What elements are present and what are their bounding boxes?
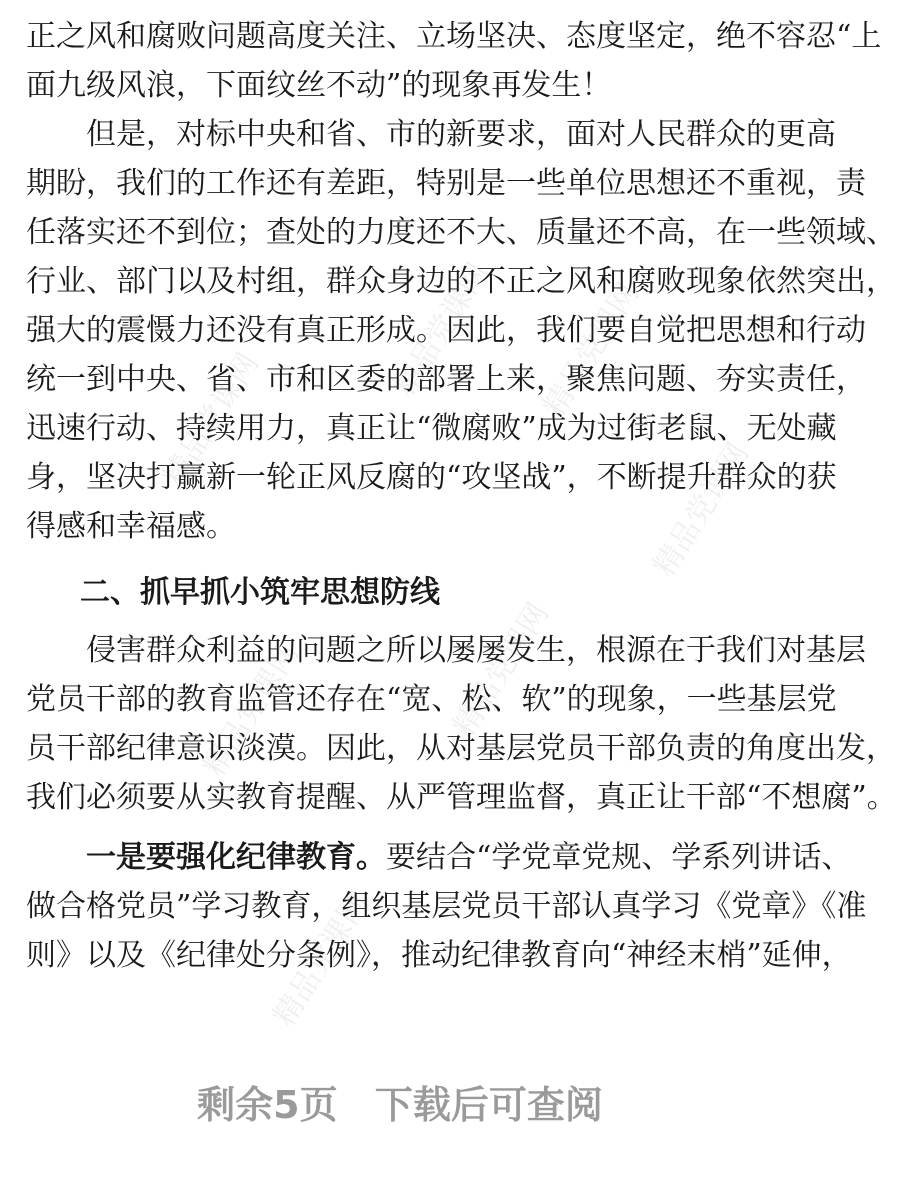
section-heading: 二、抓早抓小筑牢思想防线 — [80, 575, 440, 610]
watermark: 精品党课网 — [266, 887, 376, 1033]
paragraph-line: 我们必须要从实教育提醒、从严管理监督，真正让干部“不想腐”。 — [26, 780, 897, 815]
paragraph-line: 强大的震慑力还没有真正形成。因此，我们要自觉把思想和行动 — [26, 313, 866, 348]
paragraph-text: 要结合“学党章党规、学系列讲话、 — [386, 840, 852, 875]
paragraph-line: 期盼，我们的工作还有差距，特别是一些单位思想还不重视，责 — [26, 166, 866, 201]
watermark: 精品党课网 — [196, 637, 306, 783]
paragraph-line: 做合格党员”学习教育，组织基层党员干部认真学习《党章》《准 — [26, 889, 867, 924]
paragraph-line: 但是，对标中央和省、市的新要求，面对人民群众的更高 — [86, 117, 836, 152]
watermark: 精品党课网 — [156, 347, 266, 493]
bold-lead: 一是要强化纪律教育。 — [86, 840, 386, 875]
paragraph-line: 员干部纪律意识淡漠。因此，从对基层党员干部负责的角度出发， — [26, 731, 896, 766]
paragraph-line: 党员干部的教育监管还存在“宽、松、软”的现象，一些基层党 — [26, 682, 837, 717]
watermark: 精品党课网 — [536, 277, 646, 423]
paragraph-line: 身，坚决打赢新一轮正风反腐的“攻坚战”，不断提升群众的获 — [26, 460, 837, 495]
paragraph-line: 则》以及《纪律处分条例》，推动纪律教育向“神经末梢”延伸， — [26, 938, 852, 973]
paragraph-line: 侵害群众利益的问题之所以屡屡发生，根源在于我们对基层 — [86, 633, 866, 668]
download-banner[interactable]: 剩余5页 下载后可查阅 — [197, 1083, 603, 1127]
watermark: 精品党课网 — [646, 437, 756, 583]
watermark: 精品党课网 — [386, 257, 496, 403]
paragraph-line: 面九级风浪，下面纹丝不动”的现象再发生！ — [26, 68, 612, 103]
paragraph-line — [86, 838, 852, 878]
paragraph-line: 迅速行动、持续用力，真正让“微腐败”成为过街老鼠、无处藏 — [26, 411, 837, 446]
paragraph-line: 行业、部门以及村组，群众身边的不正之风和腐败现象依然突出， — [26, 264, 896, 299]
paragraph-line: 统一到中央、省、市和区委的部署上来，聚焦问题、夯实责任， — [26, 362, 866, 397]
watermark: 精品党课网 — [446, 597, 556, 743]
paragraph-line: 任落实还不到位；查处的力度还不大、质量还不高，在一些领域、 — [26, 215, 896, 250]
paragraph-line: 得感和幸福感。 — [26, 509, 236, 544]
paragraph-line: 正之风和腐败问题高度关注、立场坚决、态度坚定，绝不容忍“上 — [26, 19, 882, 54]
